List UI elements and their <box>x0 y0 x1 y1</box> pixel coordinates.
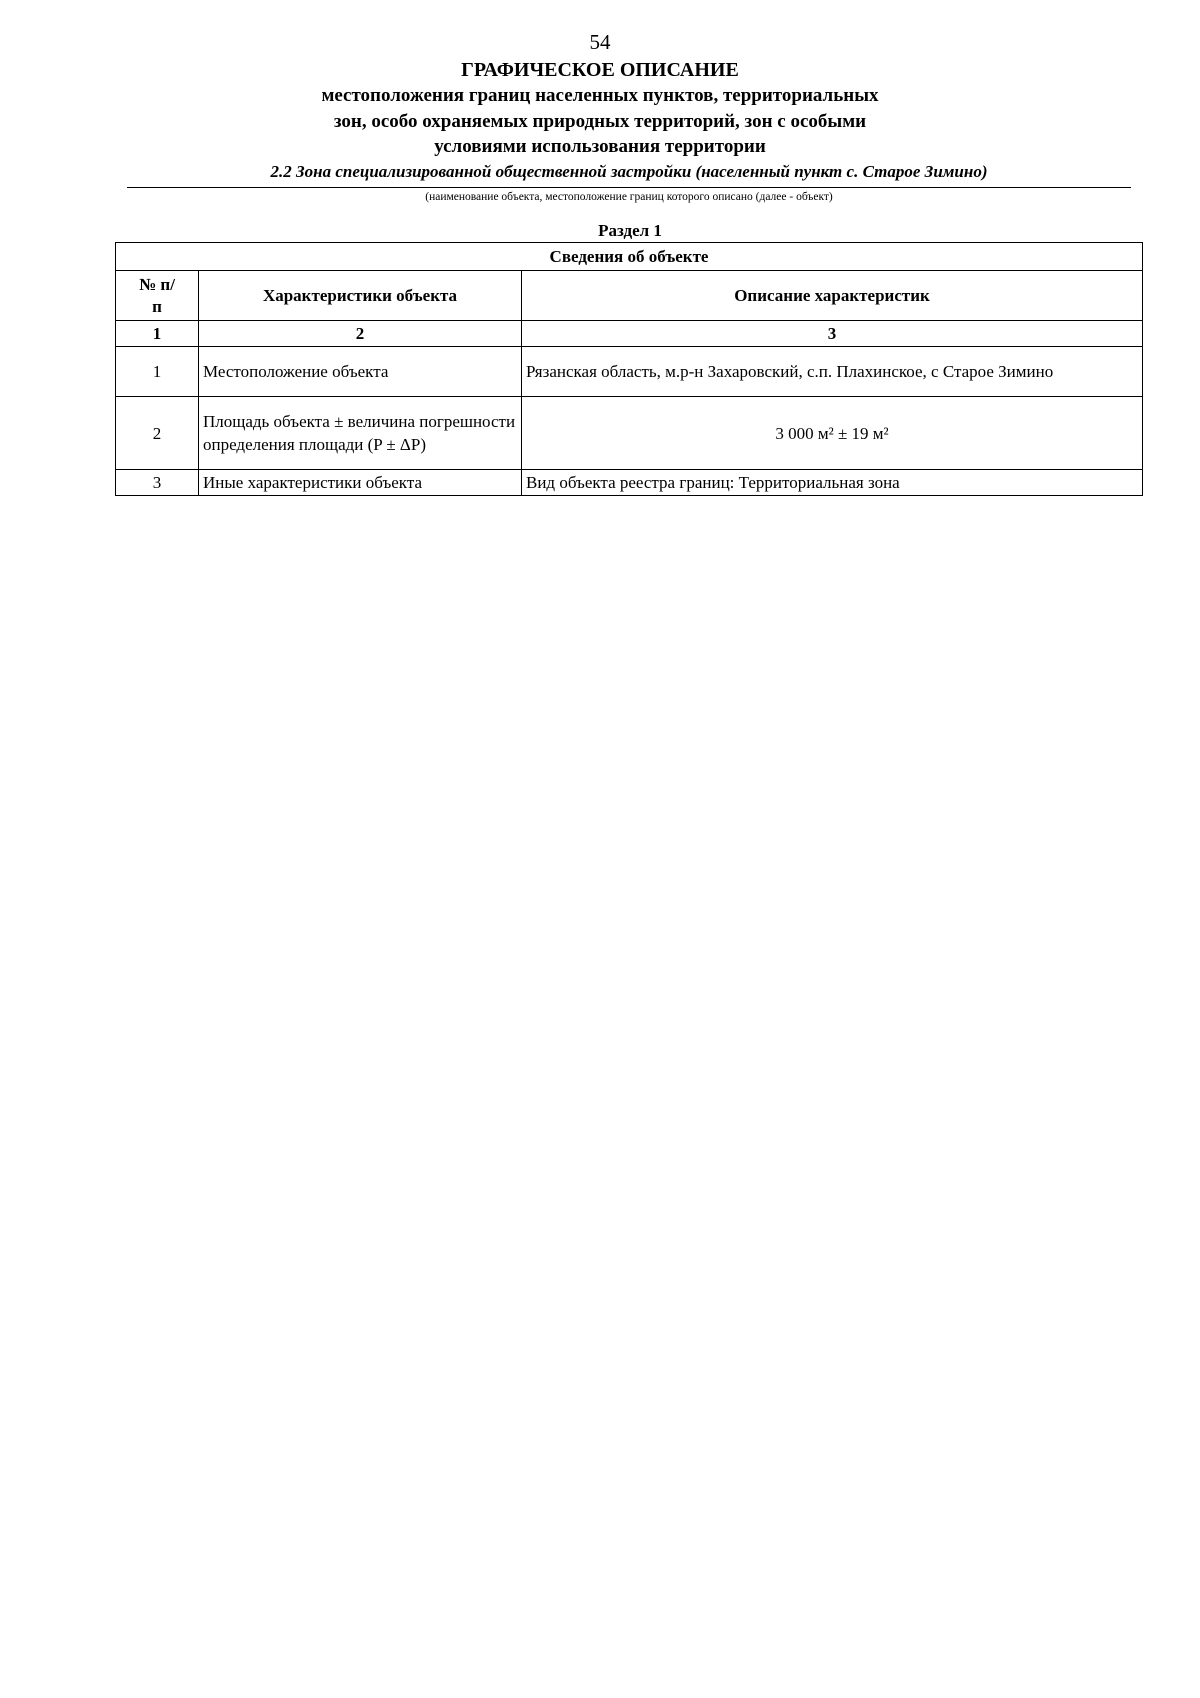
subtitle-line: местоположения границ населенных пунктов, территориальных <box>321 85 879 106</box>
row-description: Рязанская область, м.р-н Захаровский, с.п. Плахинское, с Старое Зимино <box>522 347 1143 397</box>
object-info-table <box>115 242 1143 496</box>
table-row <box>116 470 1143 496</box>
row-characteristic: Иные характеристики объекта <box>199 470 522 496</box>
header-characteristic: Характеристики объекта <box>199 271 522 321</box>
row-num: 1 <box>116 347 199 397</box>
subtitle-line: условиями использования территории <box>434 136 766 157</box>
row-characteristic: Местоположение объекта <box>199 347 522 397</box>
column-number: 3 <box>522 321 1143 347</box>
table-row <box>116 397 1143 470</box>
document-subtitle <box>0 83 1200 160</box>
table-row <box>116 347 1143 397</box>
column-number: 1 <box>116 321 199 347</box>
column-number: 2 <box>199 321 522 347</box>
object-caption: (наименование объекта, местоположение границ которого описано (далее - объект) <box>425 191 833 203</box>
table-caption-row <box>116 243 1143 271</box>
row-characteristic: Площадь объекта ± величина погрешности определения площади (P ± ΔP) <box>199 397 522 470</box>
row-num: 3 <box>116 470 199 496</box>
header-description: Описание характеристик <box>522 271 1143 321</box>
document-title: ГРАФИЧЕСКОЕ ОПИСАНИЕ <box>461 59 739 81</box>
row-description: Вид объекта реестра границ: Территориальная зона <box>522 470 1143 496</box>
row-description: 3 000 м² ± 19 м² <box>522 397 1143 470</box>
header-num: № п/п <box>116 271 199 321</box>
page-number: 54 <box>589 30 611 54</box>
section-title: Раздел 1 <box>598 221 662 240</box>
table-caption: Сведения об объекте <box>116 243 1143 271</box>
object-name-underline <box>127 187 1131 188</box>
table-index-row <box>116 321 1143 347</box>
subtitle-line: зон, особо охраняемых природных территорий, зон с особыми <box>333 110 867 132</box>
object-name: 2.2 Зона специализированной общественной застройки (населенный пункт с. Старое Зимино) <box>270 162 988 181</box>
row-num: 2 <box>116 397 199 470</box>
table-header-row <box>116 271 1143 321</box>
